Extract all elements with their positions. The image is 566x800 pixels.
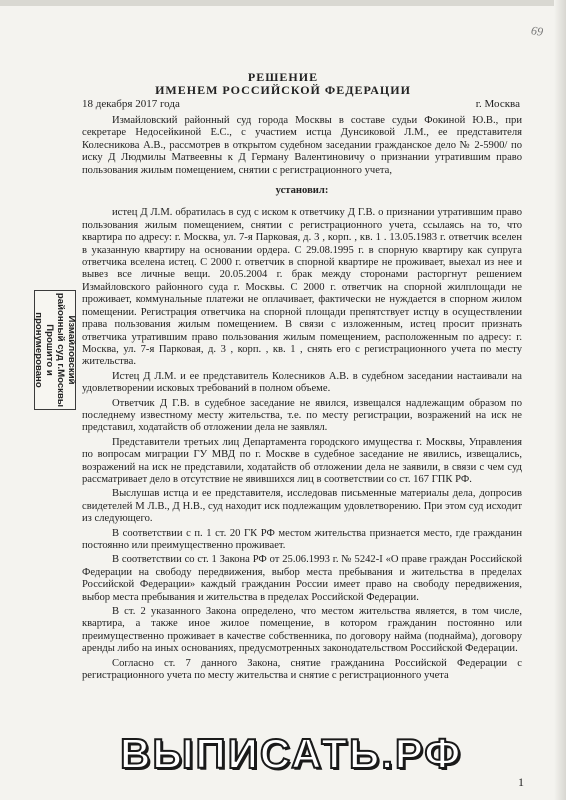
body-paragraph: Выслушав истца и ее представителя, исследовав письменные материалы дела, допросив свидетелей М Л.В., Д Н.В., суд находит иск подлежащим удовлетворению. При этом суд исходит из следующего. bbox=[82, 488, 522, 525]
document-body bbox=[82, 115, 522, 684]
margin-page-number: 69 bbox=[530, 23, 544, 39]
body-paragraph: Согласно ст. 7 данного Закона, снятие гражданина Российской Федерации с регистрационного учета по месту жительства и снятие с регистрационного учета bbox=[82, 657, 522, 682]
document-city: г. Москва bbox=[475, 98, 520, 110]
intro-paragraph: Измайловский районный суд города Москвы в составе судьи Фокиной Ю.В., при секретаре Недосейкиной Е.С., с участием истца Дунсиковой Л.М., ее представителя Колесникова А.В., рассмотрев в открытом судебном заседании гражданское дело № 2-5900/ по иску Д Людмилы Матвеевны к Д Герману Валентиновичу о признании утратившим право пользования жилым помещением, снятии с регистрационного учета, bbox=[82, 115, 522, 176]
body-paragraph: истец Д Л.М. обратилась в суд с иском к ответчику Д Г.В. о признании утратившим право пользования жилым помещением, снятии с регистрационного учета, ссылаясь на то, что квартира по адресу: г. Москва, ул. 7-я Парковая, д. 3 , корп. , кв. 1 . 13.05.1983 г. ответчик вселен в указанную квартиру на основании ордера. С 29.08.1995 г. в спорную квартиру как супруга ответчика вселена истец. С 2000 г. ответчик в спорной квартире не проживает, выехал из нее и вывез все личные вещи. 20.05.2004 г. брак между сторонами расторгнут решением Измайловского районного суда г. Москвы. С 2000 г. ответчик на спорной жилплощади не проживает, коммунальные платежи не оплачивает, фактически не нуждается в спорном жилом помещении. Регистрация ответчика на спорной площади препятствует истцу в осуществлении права пользования жилым помещением. В связи с изложенным, истец просит признать ответчика утратившим право пользования жилым помещением, расположенным по адресу: г. Москва, ул. 7-я Парковая, д. 3 , корп. , кв. 1 , снять его с регистрационного учета по месту жительства. bbox=[82, 207, 522, 368]
document-date: 18 декабря 2017 года bbox=[82, 98, 180, 110]
site-watermark: ВЫПИСАТЬ.РФ bbox=[120, 730, 463, 777]
body-paragraph: Представители третьих лиц Департамента городского имущества г. Москвы, Управления по вопросам миграции ГУ МВД по г. Москве в судебное заседание не явились, извещались, возражений на иск не представили, ходатайств об отложении дела не заявили, в связи с чем суд рассматривает дело в отсутствие не явившихся лиц в соответствии со ст. 167 ГПК РФ. bbox=[82, 436, 522, 485]
section-heading: установил: bbox=[275, 185, 329, 197]
stamp-line: Измайловский bbox=[66, 315, 77, 385]
footer-page-number: 1 bbox=[518, 775, 524, 789]
body-paragraph: Истец Д Л.М. и ее представитель Колесников А.В. в судебном заседании настаивали на удовлетворении исковых требований в полном объеме. bbox=[82, 370, 522, 395]
body-paragraph: В соответствии с п. 1 ст. 20 ГК РФ местом жительства признается место, где гражданин постоянно или преимущественно проживает. bbox=[82, 527, 522, 551]
stamp-line: пронумеровано bbox=[33, 312, 44, 388]
stamp-line: Прошито и bbox=[44, 324, 55, 376]
scan-right-edge bbox=[554, 0, 566, 800]
body-paragraph: В ст. 2 указанного Закона определено, что местом жительства является, в том числе, квартира, а также иное жилое помещение, в котором гражданин постоянно или преимущественно проживает в качестве собственника, по договору найма (поднайма), договору аренды либо на иных основаниях, предусмотренных законодательством Российской Федерации. bbox=[82, 606, 522, 655]
court-seal-stamp bbox=[34, 290, 76, 410]
stamp-text bbox=[33, 291, 77, 409]
stamp-line: районный суд г.Москвы bbox=[55, 292, 66, 408]
scan-top-edge bbox=[0, 0, 566, 6]
date-line bbox=[82, 98, 520, 110]
body-paragraph: Ответчик Д Г.В. в судебное заседание не явился, извещался надлежащим образом по последнему известному месту жительства, т.е. по месту регистрации, возражений на иск не представил, ходатайств об отложении дела не заявлял. bbox=[82, 397, 522, 434]
body-paragraph: В соответствии со ст. 1 Закона РФ от 25.06.1993 г. № 5242-I «О праве граждан Российской Федерации на свободу передвижения, выбор места пребывания и жительства в пределах Российской Федерации» каждый гражданин России имеет право на свободу передвижения, выбор места пребывания и жительства в пределах Российской Федерации. bbox=[82, 554, 522, 603]
document-title: РЕШЕНИЕ bbox=[247, 70, 319, 84]
document-subtitle: ИМЕНЕМ РОССИЙСКОЙ ФЕДЕРАЦИИ bbox=[155, 83, 411, 97]
